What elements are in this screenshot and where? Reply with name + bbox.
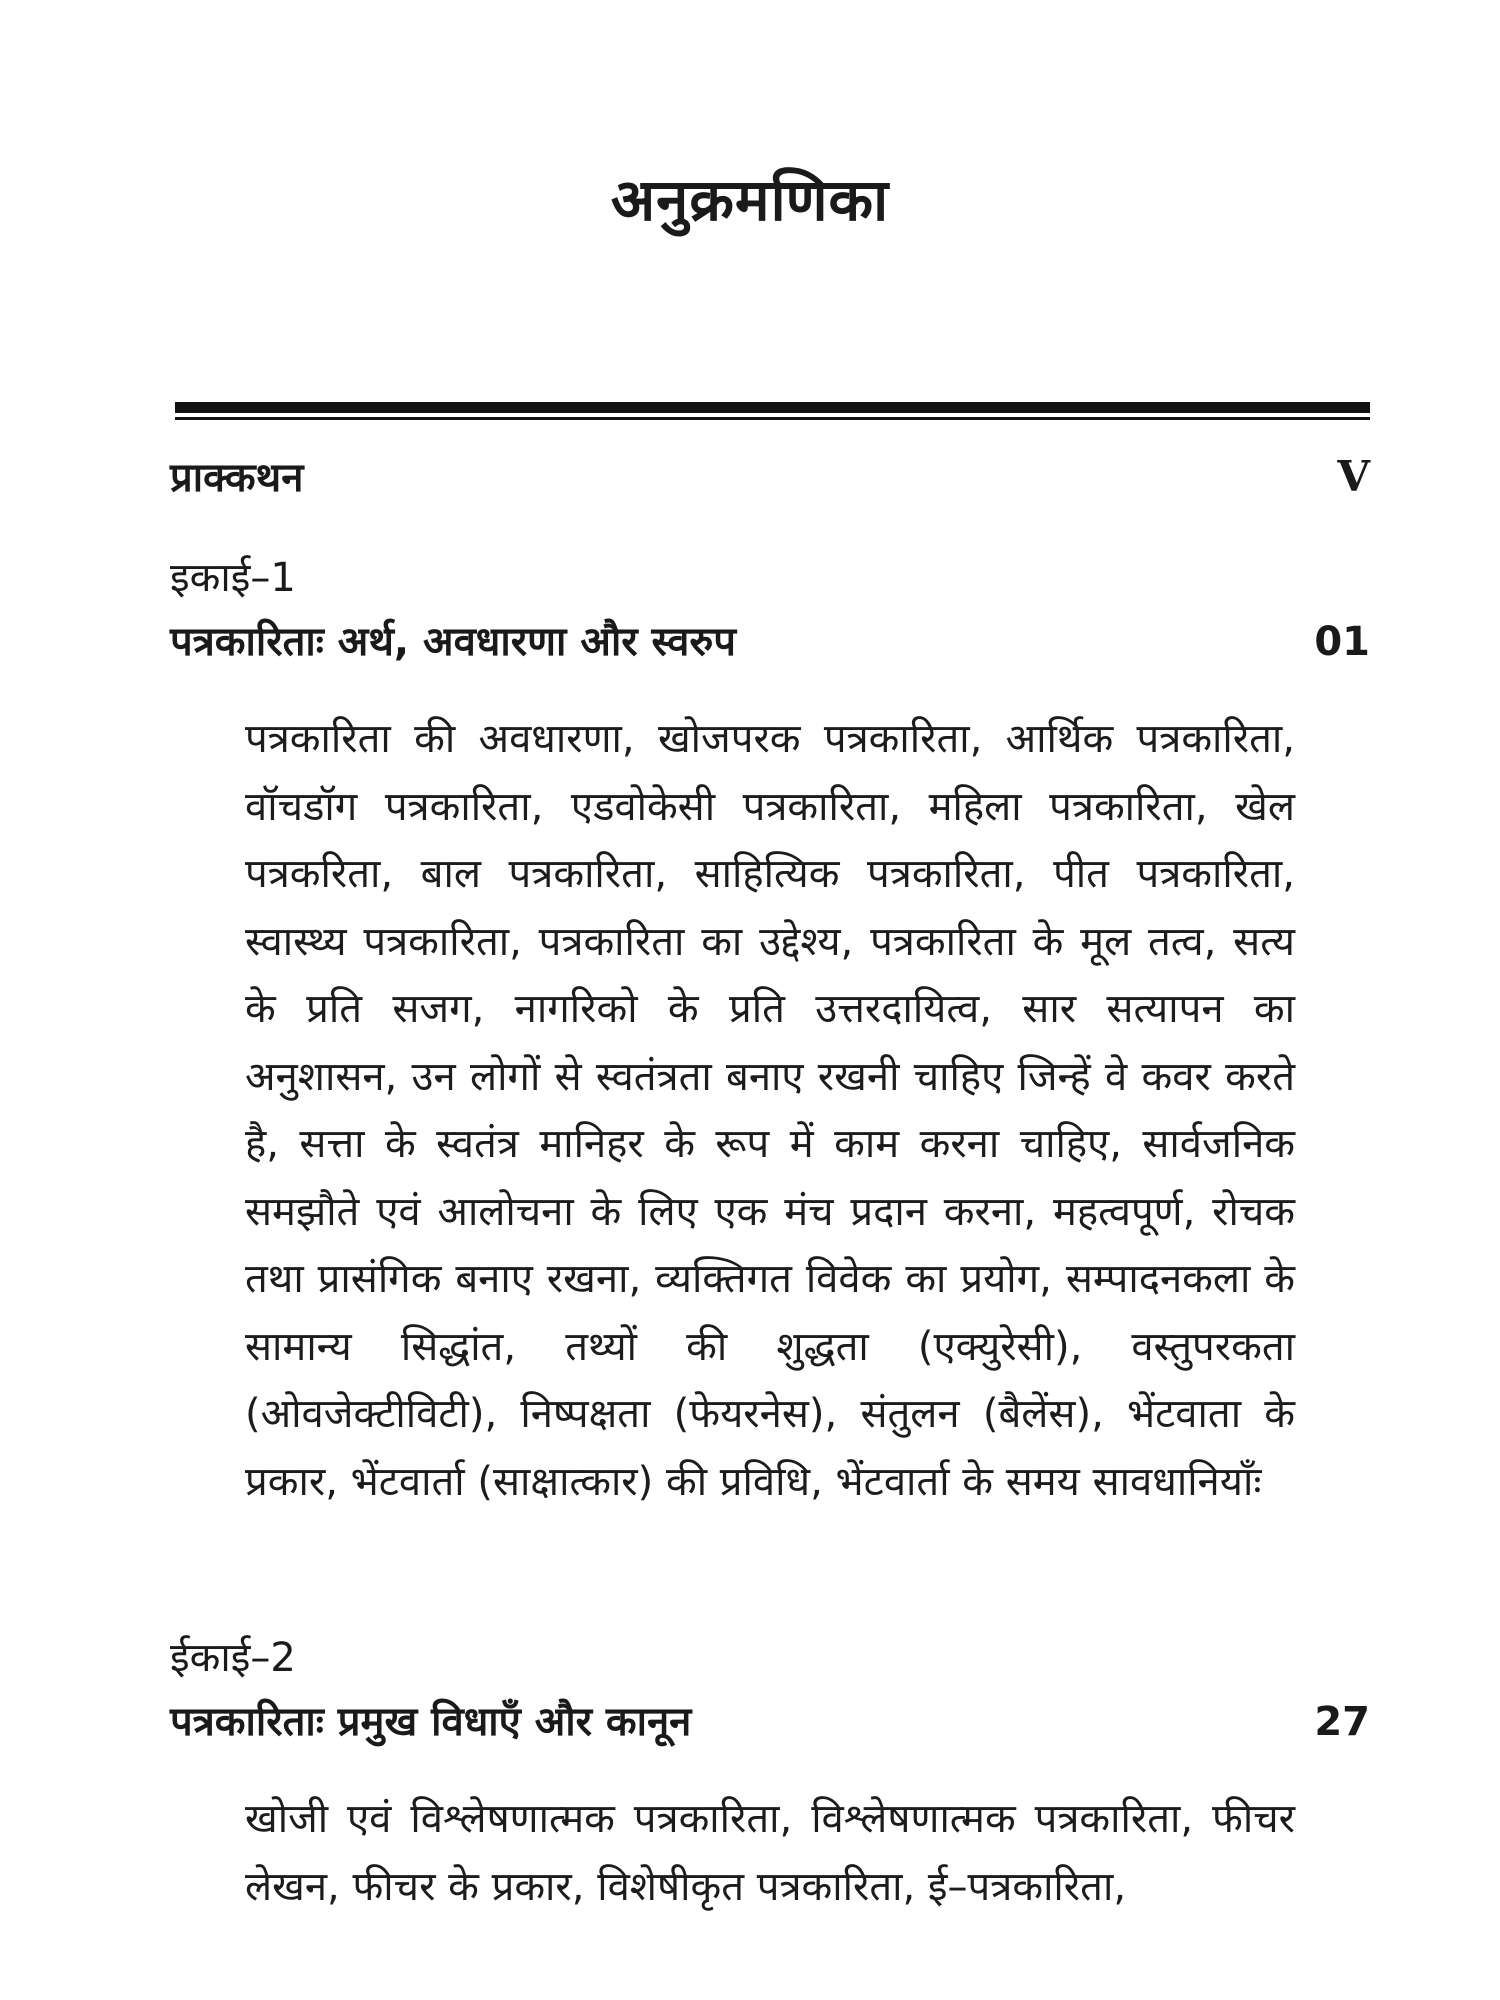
title-rule-thick <box>175 402 1370 413</box>
toc-entry-preface[interactable] <box>170 448 1370 503</box>
title-rule-thin <box>175 417 1370 420</box>
page-title: अनुक्रमणिका <box>610 166 890 234</box>
unit-2-heading: पत्रकारिताः प्रमुख विधाएँ और कानून <box>170 1699 692 1745</box>
unit-1-page-number: 01 <box>1314 619 1370 665</box>
unit-1-heading: पत्रकारिताः अर्थ, अवधारणा और स्वरुप <box>170 619 736 665</box>
toc-entry-unit-2[interactable] <box>170 1692 1370 1747</box>
preface-page-number: V <box>1337 452 1370 501</box>
preface-label: प्राक्कथन <box>170 455 304 501</box>
unit-2-page-number: 27 <box>1314 1699 1370 1745</box>
unit-2-label: ईकाई–2 <box>170 1635 296 1681</box>
unit-1-label: इकाई–1 <box>170 555 296 601</box>
unit-1-description: पत्रकारिता की अवधारणा, खोजपरक पत्रकारिता, आर्थिक पत्रकारिता, वॉचडॉग पत्रकारिता, एडवोकेसी पत्रकारिता, महिला पत्रकारिता, खेल पत्रकरिता, बाल पत्रकारिता, साहित्यिक पत्रकारिता, पीत पत्रकारिता, स्वास्थ्य पत्रकारिता, पत्रकारिता का उद्देश्य, पत्रकारिता के मूल तत्व, सत्य के प्रति सजग, नागरिको के प्रति उत्तरदायित्व, सार सत्यापन का अनुशासन, उन लोगों से स्वतंत्रता बनाए रखनी चाहिए जिन्हें वे कवर करते है, सत्ता के स्वतंत्र मानिहर के रूप में काम करना चाहिए, सार्वजनिक समझौते एवं आलोचना के लिए एक मंच प्रदान करना, महत्वपूर्ण, रोचक तथा प्रासंगिक बनाए रखना, व्यक्तिगत विवेक का प्रयोग, सम्पादनकला के सामान्य सिद्धांत, तथ्यों की शुद्धता (एक्युरेसी), वस्तुपरकता (ओवजेक्टीविटी), निष्पक्षता (फेयरनेस), संतुलन (बैलेंस), भेंटवाता के प्रकार, भेंटवार्ता (साक्षात्कार) की प्रविधि, भेंटवार्ता के समय सावधानियाँः <box>245 716 1295 1505</box>
unit-2-description: खोजी एवं विश्लेषणात्मक पत्रकारिता, विश्लेषणात्मक पत्रकारिता, फीचर लेखन, फीचर के प्रकार, विशेषीकृत पत्रकारिता, ई–पत्रकारिता, <box>245 1796 1295 1910</box>
toc-entry-unit-1[interactable] <box>170 612 1370 667</box>
